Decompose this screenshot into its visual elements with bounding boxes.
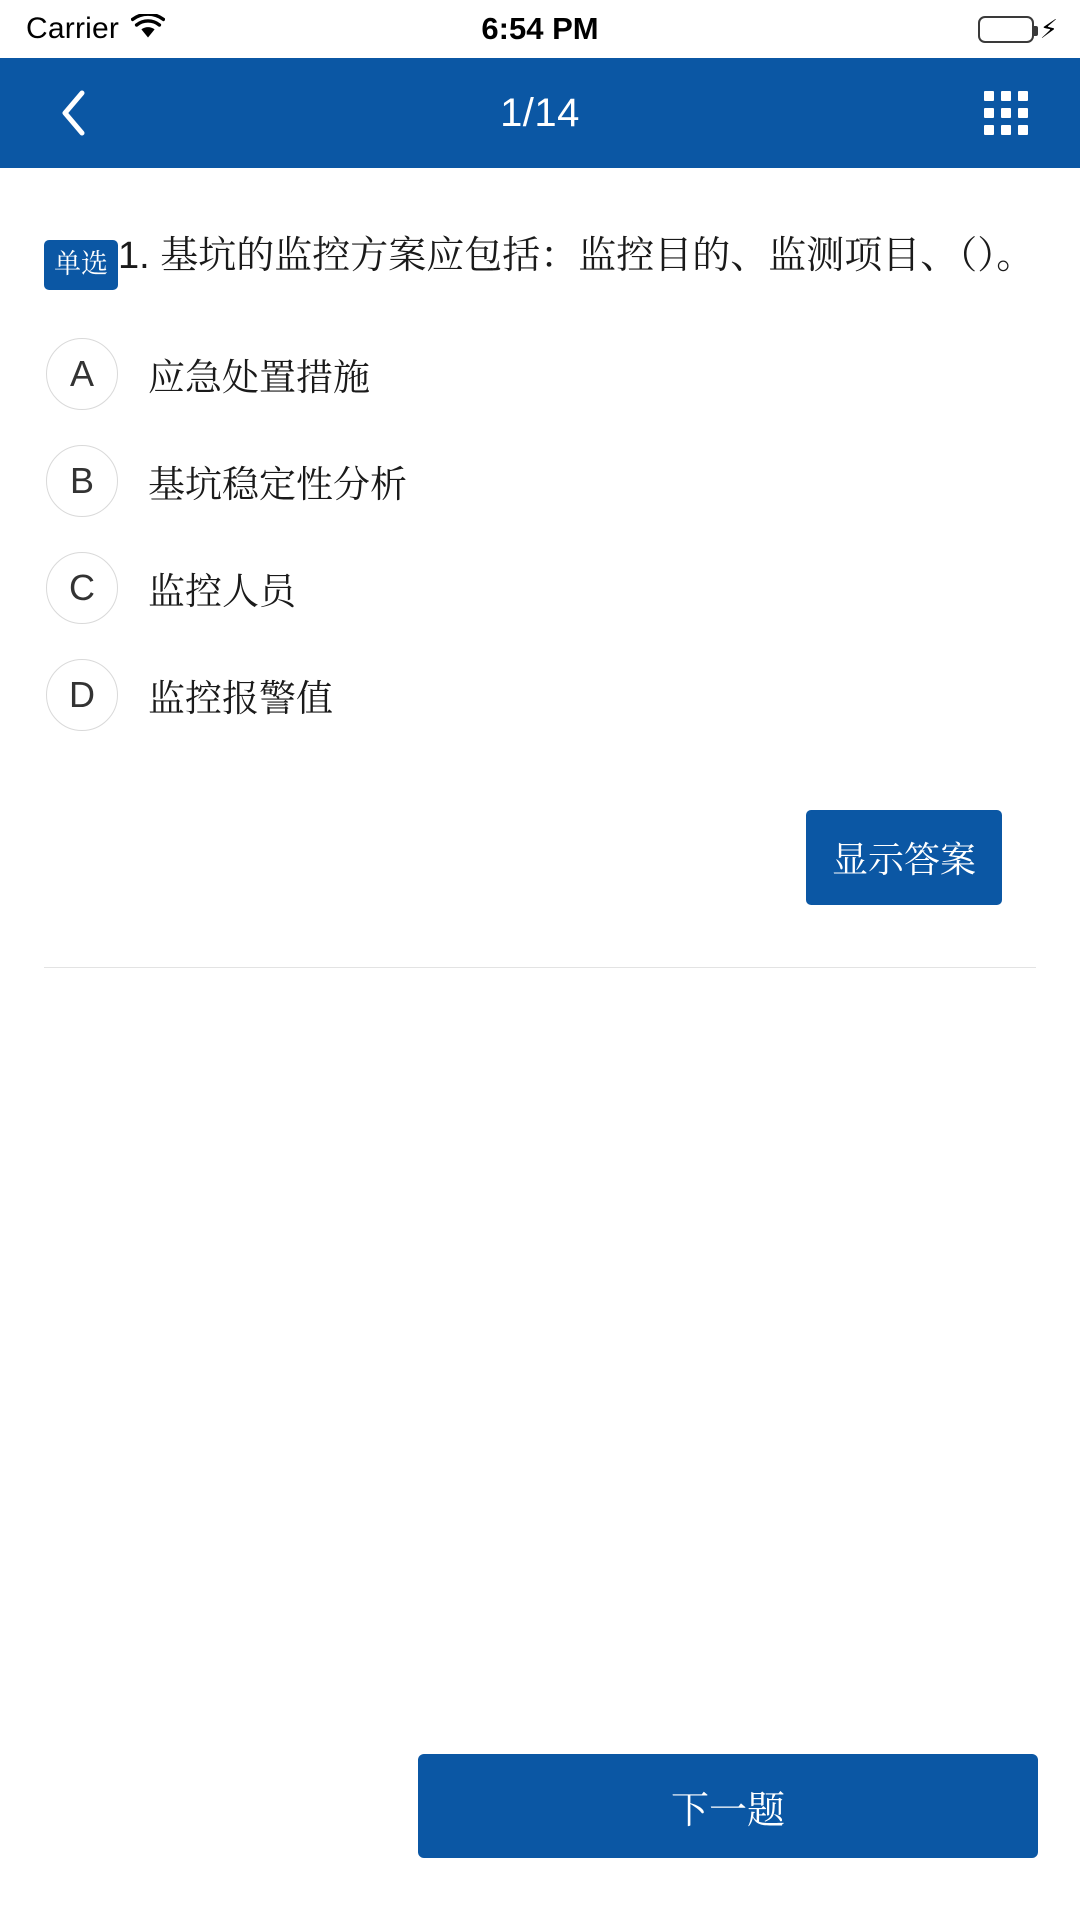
option-label: 监控报警值: [148, 677, 333, 719]
option-label: 应急处置措施: [148, 356, 370, 398]
chevron-left-icon: [59, 88, 89, 138]
question-number: 1.: [118, 235, 150, 277]
lightning-bolt-icon: ⚡: [1039, 14, 1058, 44]
status-bar-right: [978, 16, 1058, 43]
show-answer-button[interactable]: 显示答案: [806, 810, 1002, 905]
question-stem: 基坑的监控方案应包括：监控目的、监测项目、（）。: [160, 235, 1035, 277]
option-letter: C: [46, 552, 118, 624]
option-a[interactable]: [44, 320, 1036, 427]
option-c[interactable]: [44, 534, 1036, 641]
option-list: [44, 320, 1036, 748]
status-bar: [0, 0, 1080, 58]
option-letter: D: [46, 659, 118, 731]
question-header: [44, 168, 1036, 290]
nav-bar: [0, 58, 1080, 168]
battery-icon: [978, 16, 1034, 43]
status-bar-time: 6:54 PM: [481, 11, 599, 46]
question-type-badge: 单选: [44, 240, 118, 290]
answer-action-row: [44, 810, 1036, 905]
content-divider: [44, 967, 1036, 968]
page-title: 1/14: [500, 90, 580, 135]
option-d[interactable]: [44, 641, 1036, 748]
option-letter: A: [46, 338, 118, 410]
wifi-icon: [131, 14, 165, 45]
question-content: [0, 168, 1080, 905]
carrier-label: Carrier: [26, 12, 120, 45]
option-label: 基坑稳定性分析: [148, 463, 407, 505]
option-label: 监控人员: [148, 570, 296, 612]
grid-menu-icon[interactable]: [976, 83, 1036, 143]
back-button[interactable]: [44, 83, 104, 143]
footer-bar: [0, 1754, 1080, 1858]
status-bar-left: [26, 12, 165, 46]
next-question-button[interactable]: 下一题: [418, 1754, 1038, 1858]
option-b[interactable]: [44, 427, 1036, 534]
option-letter: B: [46, 445, 118, 517]
question-text: [118, 230, 1034, 284]
